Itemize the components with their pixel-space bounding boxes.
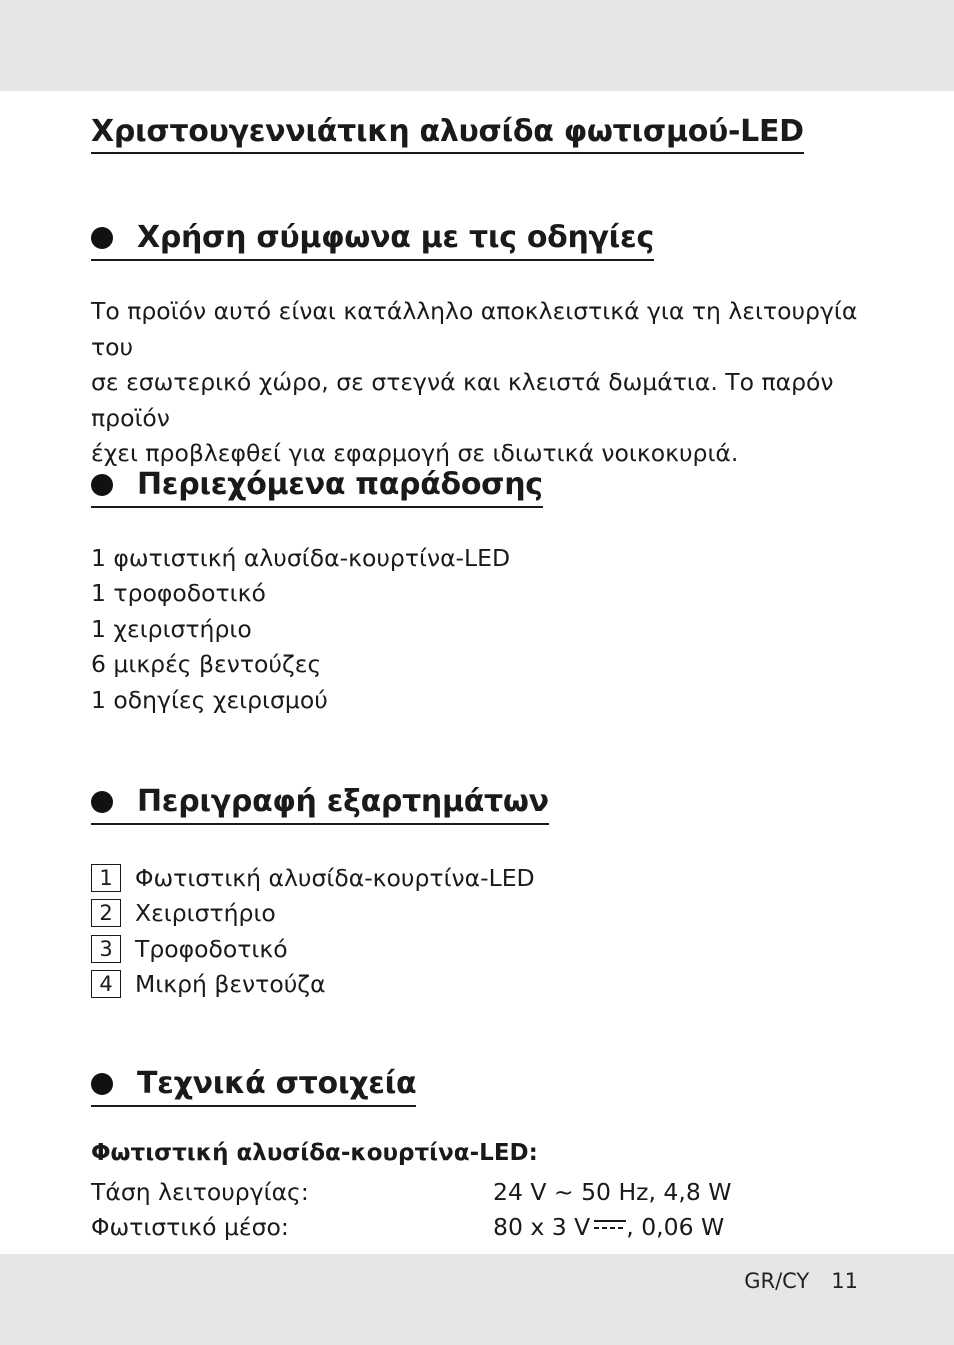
section-heading-parts [91,783,549,825]
paragraph-line: Το προϊόν αυτό είναι κατάλληλο αποκλειστικά για τη λειτουργία του [91,297,858,361]
part-number-box: 4 [91,970,121,998]
page-footer [744,1269,858,1293]
spec-row-light-source [91,1213,725,1241]
bullet-icon [91,474,113,496]
spec-value-pre: 80 x 3 V [493,1213,591,1241]
bullet-icon [91,1073,113,1095]
bullet-icon [91,227,113,249]
spec-label: Τάση λειτουργίας: [91,1178,309,1206]
part-item [91,967,535,1003]
document-title: Χριστουγεννιάτικη αλυσίδα φωτισμού-LED [91,114,804,154]
spec-value [493,1213,724,1241]
list-item: 1 τροφοδοτικό [91,579,266,608]
spec-value-post: , 0,06 W [626,1213,725,1241]
spec-subheading: Φωτιστική αλυσίδα-κουρτίνα-LED: [91,1140,538,1166]
part-label: Χειριστήριο [135,899,276,928]
part-label: Φωτιστική αλυσίδα-κουρτίνα-LED [135,863,535,892]
section-heading-technical [91,1065,416,1107]
part-number-box: 1 [91,864,121,892]
part-label: Μικρή βεντούζα [135,970,326,999]
list-item: 1 χειριστήριο [91,614,252,643]
section-heading-text: Χρήση σύμφωνα με τις οδηγίες [137,220,654,255]
spec-value: 24 V ~ 50 Hz, 4,8 W [493,1178,732,1206]
paragraph-line: έχει προβλεφθεί για εφαρμογή σε ιδιωτικά νοικοκυριά. [91,439,739,467]
section-heading-delivery [91,466,543,508]
parts-list [91,860,535,1002]
bottom-margin-band [0,1254,954,1345]
list-item: 6 μικρές βεντούζες [91,650,322,679]
spec-row-voltage [91,1178,732,1206]
section-heading-intended-use [91,219,654,261]
footer-language: GR/CY [744,1269,810,1293]
list-item: 1 οδηγίες χειρισμού [91,685,328,714]
section-heading-text: Περιγραφή εξαρτημάτων [137,784,549,819]
part-item [91,931,535,967]
dc-symbol-icon [594,1220,626,1232]
page-number: 11 [831,1269,858,1293]
part-number-box: 3 [91,935,121,963]
part-item [91,896,535,932]
spec-label: Φωτιστικό μέσο: [91,1213,289,1241]
bullet-icon [91,791,113,813]
intended-use-paragraph [91,294,871,472]
delivery-list [91,541,510,718]
part-item [91,860,535,896]
part-label: Τροφοδοτικό [135,934,288,963]
top-margin-band [0,0,954,91]
paragraph-line: σε εσωτερικό χώρο, σε στεγνά και κλειστά δωμάτια. Το παρόν προϊόν [91,368,834,432]
list-item: 1 φωτιστική αλυσίδα-κουρτίνα-LED [91,544,511,572]
section-heading-text: Τεχνικά στοιχεία [137,1066,417,1101]
part-number-box: 2 [91,899,121,927]
section-heading-text: Περιεχόμενα παράδοσης [137,467,543,502]
